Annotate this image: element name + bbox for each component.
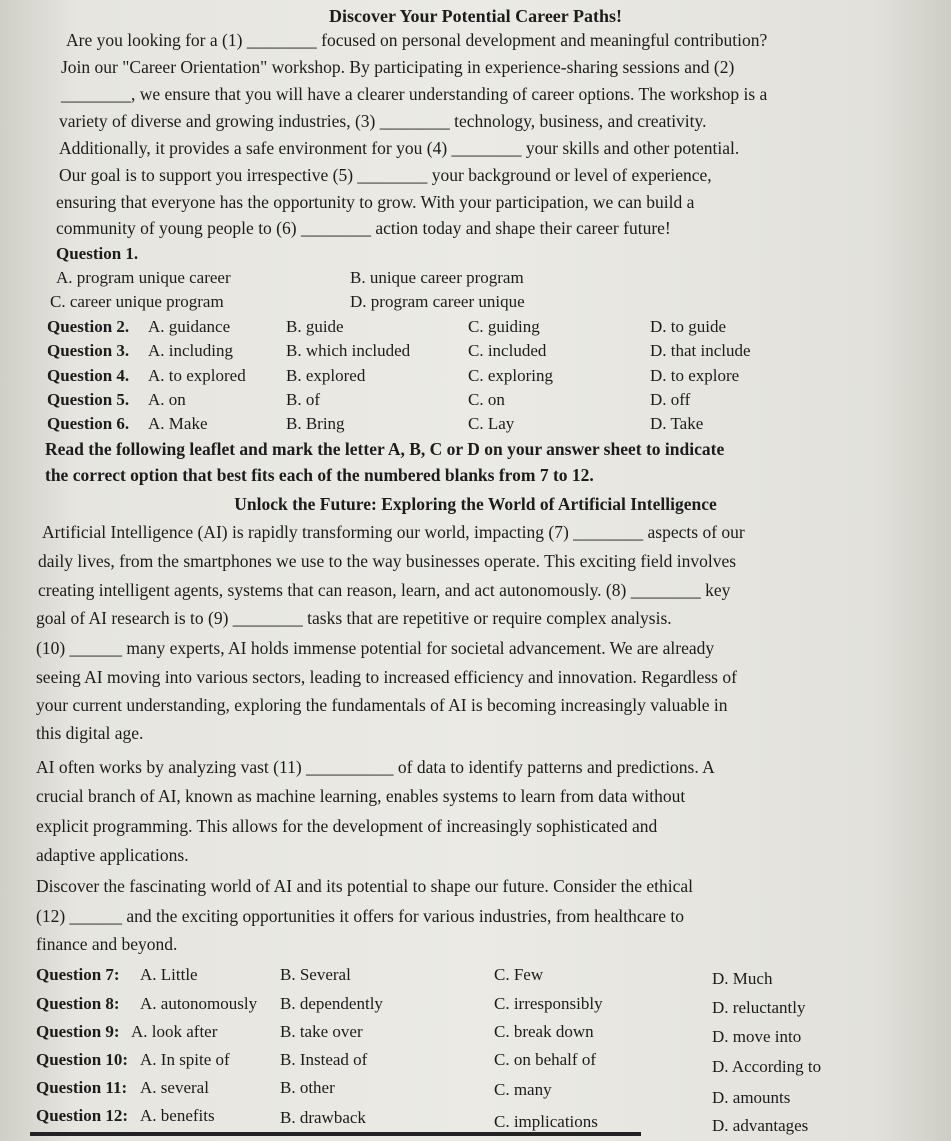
passage-line: Artificial Intelligence (AI) is rapidly transforming our world, impacting (7) ________ aspects of our	[42, 522, 745, 542]
option-d: D. that include	[650, 341, 751, 360]
option-c: C. guiding	[468, 317, 540, 336]
option-c: C. Lay	[468, 414, 515, 433]
option-b: B. Several	[280, 965, 351, 984]
option-b: B. dependently	[280, 994, 383, 1013]
option-d: D. According to	[712, 1057, 822, 1076]
option-d: D. amounts	[712, 1088, 791, 1107]
option-c: C. irresponsibly	[494, 994, 603, 1013]
option-a: A. benefits	[140, 1106, 215, 1125]
question-label: Question 12:	[36, 1106, 129, 1125]
option-a: A. on	[148, 390, 186, 409]
passage-line: ensuring that everyone has the opportunity to grow. With your participation, we can build a	[56, 192, 695, 212]
instruction-line: Read the following leaflet and mark the letter A, B, C or D on your answer sheet to indicate	[45, 439, 725, 459]
option-b: B. explored	[286, 366, 366, 385]
option-d: D. off	[650, 390, 691, 409]
option-a: A. guidance	[148, 317, 231, 336]
passage-line: Discover the fascinating world of AI and its potential to shape our future. Consider the ethical	[36, 876, 694, 896]
option-d: D. advantages	[712, 1116, 809, 1135]
option-d: D. program career unique	[350, 292, 525, 311]
option-c: C. exploring	[468, 366, 553, 385]
question-row	[47, 339, 129, 363]
passage-line: adaptive applications.	[36, 845, 189, 865]
question-row	[47, 364, 129, 388]
passage-line: AI often works by analyzing vast (11) __________ of data to identify patterns and predictions. A	[36, 757, 715, 777]
passage-line: finance and beyond.	[36, 934, 178, 954]
option-d: D. to explore	[650, 366, 740, 385]
passage-line: (12) ______ and the exciting opportunities it offers for various industries, from healthcare to	[36, 906, 684, 926]
passage-line: (10) ______ many experts, AI holds immense potential for societal advancement. We are already	[36, 638, 715, 658]
option-a: A. program unique career	[56, 268, 231, 287]
question-label: Question 3.	[47, 341, 130, 360]
option-c: C. on	[468, 390, 505, 409]
question-label: Question 1.	[56, 244, 139, 263]
option-b: B. drawback	[280, 1108, 366, 1127]
option-b: B. guide	[286, 317, 344, 336]
option-b: B. which included	[286, 341, 411, 360]
option-b: B. other	[280, 1078, 335, 1097]
page-title: Discover Your Potential Career Paths!	[329, 6, 622, 26]
option-a: A. several	[140, 1078, 209, 1097]
instruction-line: the correct option that best fits each of the numbered blanks from 7 to 12.	[45, 465, 594, 485]
passage-line: goal of AI research is to (9) ________ tasks that are repetitive or require complex analysis.	[36, 608, 672, 628]
option-c: C. break down	[494, 1022, 594, 1041]
option-b: B. Instead of	[280, 1050, 368, 1069]
passage-line: Are you looking for a (1) ________ focused on personal development and meaningful contribution?	[66, 30, 768, 50]
option-b: B. of	[286, 390, 320, 409]
question-label: Question 4.	[47, 366, 130, 385]
passage-line: your current understanding, exploring the fundamentals of AI is becoming increasingly valuable in	[36, 695, 728, 715]
question-row	[47, 412, 129, 436]
option-c: C. Few	[494, 965, 544, 984]
question-label: Question 11:	[36, 1078, 128, 1097]
passage-line: crucial branch of AI, known as machine learning, enables systems to learn from data without	[36, 786, 686, 806]
option-d: D. Much	[712, 969, 773, 988]
question-row	[47, 315, 129, 339]
question-label: Question 7:	[36, 965, 120, 984]
question-label: Question 6.	[47, 414, 130, 433]
option-b: B. take over	[280, 1022, 363, 1041]
passage-line: variety of diverse and growing industries, (3) ________ technology, business, and creativity.	[59, 111, 707, 131]
passage-line: seeing AI moving into various sectors, leading to increased efficiency and innovation. Regardless of	[36, 667, 737, 687]
bottom-divider	[30, 1132, 641, 1136]
question-row	[47, 388, 129, 412]
option-a: A. In spite of	[140, 1050, 230, 1069]
leaflet-title: Unlock the Future: Exploring the World of Artificial Intelligence	[234, 494, 717, 514]
question-label: Question 2.	[47, 317, 130, 336]
option-a: A. to explored	[148, 366, 246, 385]
passage-line: creating intelligent agents, systems that can reason, learn, and act autonomously. (8) ________ key	[38, 580, 731, 600]
passage-line: daily lives, from the smartphones we use to the way businesses operate. This exciting field involves	[38, 551, 737, 571]
question-label: Question 8:	[36, 994, 120, 1013]
option-c: C. included	[468, 341, 547, 360]
passage-line: ________, we ensure that you will have a clearer understanding of career options. The workshop is a	[61, 84, 768, 104]
passage-line: explicit programming. This allows for the development of increasingly sophisticated and	[36, 816, 658, 836]
option-c: C. many	[494, 1080, 552, 1099]
option-a: A. Little	[140, 965, 198, 984]
option-b: B. Bring	[286, 414, 345, 433]
option-d: D. Take	[650, 414, 704, 433]
passage-line: Additionally, it provides a safe environment for you (4) ________ your skills and other potential.	[59, 138, 740, 158]
question-label: Question 5.	[47, 390, 130, 409]
option-a: A. look after	[131, 1022, 218, 1041]
option-d: D. reluctantly	[712, 998, 806, 1017]
question-label: Question 9:	[36, 1022, 120, 1041]
option-c: C. on behalf of	[494, 1050, 596, 1069]
option-a: A. autonomously	[140, 994, 258, 1013]
option-d: D. move into	[712, 1027, 802, 1046]
option-b: B. unique career program	[350, 268, 524, 287]
option-d: D. to guide	[650, 317, 727, 336]
passage-line: Our goal is to support you irrespective (5) ________ your background or level of experience,	[59, 165, 712, 185]
option-c: C. career unique program	[50, 292, 224, 311]
passage-line: community of young people to (6) ________ action today and shape their career future!	[56, 218, 671, 238]
passage-line: Join our "Career Orientation" workshop. By participating in experience-sharing sessions and (2)	[61, 57, 735, 77]
passage-line: this digital age.	[36, 723, 144, 743]
option-a: A. including	[148, 341, 233, 360]
option-c: C. implications	[494, 1112, 598, 1131]
question-label: Question 10:	[36, 1050, 129, 1069]
option-a: A. Make	[148, 414, 208, 433]
